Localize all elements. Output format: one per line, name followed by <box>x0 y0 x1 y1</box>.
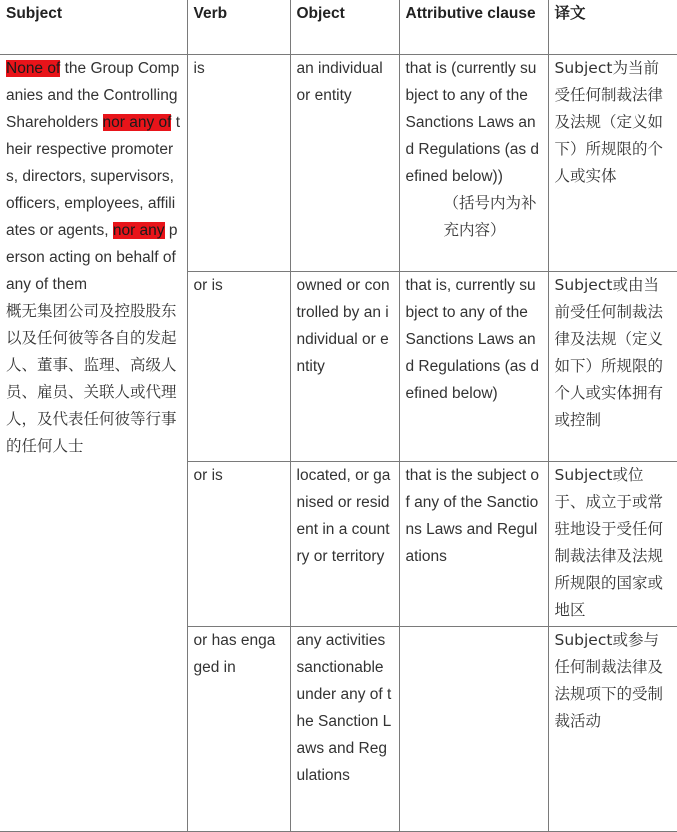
object-cell: an individual or entity <box>290 55 399 272</box>
translation-cell: Subject或参与任何制裁法律及法规项下的受制裁活动 <box>548 627 677 832</box>
header-attributive-clause: Attributive clause <box>399 0 548 55</box>
object-cell: located, or ganised or resident in a country or territory <box>290 462 399 627</box>
object-cell: owned or controlled by an individual or entity <box>290 272 399 462</box>
subject-text-1: the Group Companies and the Controlling Shareholders <box>6 60 180 131</box>
verb-cell: or is <box>187 462 290 627</box>
header-object: Object <box>290 0 399 55</box>
translation-cell: Subject或由当前受任何制裁法律及法规（定义如下）所规限的个人或实体拥有或控制 <box>548 272 677 462</box>
clause-cell: that is the subject of any of the Sanctions Laws and Regulations <box>399 462 548 627</box>
clause-cell: that is, currently subject to any of the Sanctions Laws and Regulations (as defined below) <box>399 272 548 462</box>
highlight-none-of: None of <box>6 60 61 77</box>
highlight-nor-any-of: nor any of <box>102 114 172 131</box>
clause-text: that is (currently subject to any of the Sanctions Laws and Regulations (as defined below)) <box>405 60 540 185</box>
header-translation: 译文 <box>548 0 677 55</box>
subject-translation: 概无集团公司及控股股东以及任何彼等各自的发起人、董事、监理、高级人员、雇员、关联人或代理人，及代表任何彼等行事的任何人士 <box>6 302 177 455</box>
header-subject: Subject <box>0 0 187 55</box>
header-row <box>0 0 677 55</box>
verb-cell: or has engaged in <box>187 627 290 832</box>
translation-cell: Subject为当前受任何制裁法律及法规（定义如下）所规限的个人或实体 <box>548 55 677 272</box>
subject-text-3: person acting on behalf of any of them <box>6 222 178 293</box>
translation-cell: Subject或位于、成立于或常驻地设于受任何制裁法律及法规所规限的国家或地区 <box>548 462 677 627</box>
header-verb: Verb <box>187 0 290 55</box>
clause-cell <box>399 55 548 272</box>
verb-cell: is <box>187 55 290 272</box>
object-cell: any activities sanctionable under any of the Sanction Laws and Regulations <box>290 627 399 832</box>
clause-note: （括号内为补充内容） <box>443 194 537 239</box>
verb-cell: or is <box>187 272 290 462</box>
highlight-nor-any: nor any <box>112 222 165 239</box>
subject-cell <box>0 55 187 832</box>
table-row <box>0 55 677 272</box>
subject-text-2: their respective promoters, directors, supervisors, officers, employees, affiliates or agents, <box>6 114 181 239</box>
clause-cell <box>399 627 548 832</box>
